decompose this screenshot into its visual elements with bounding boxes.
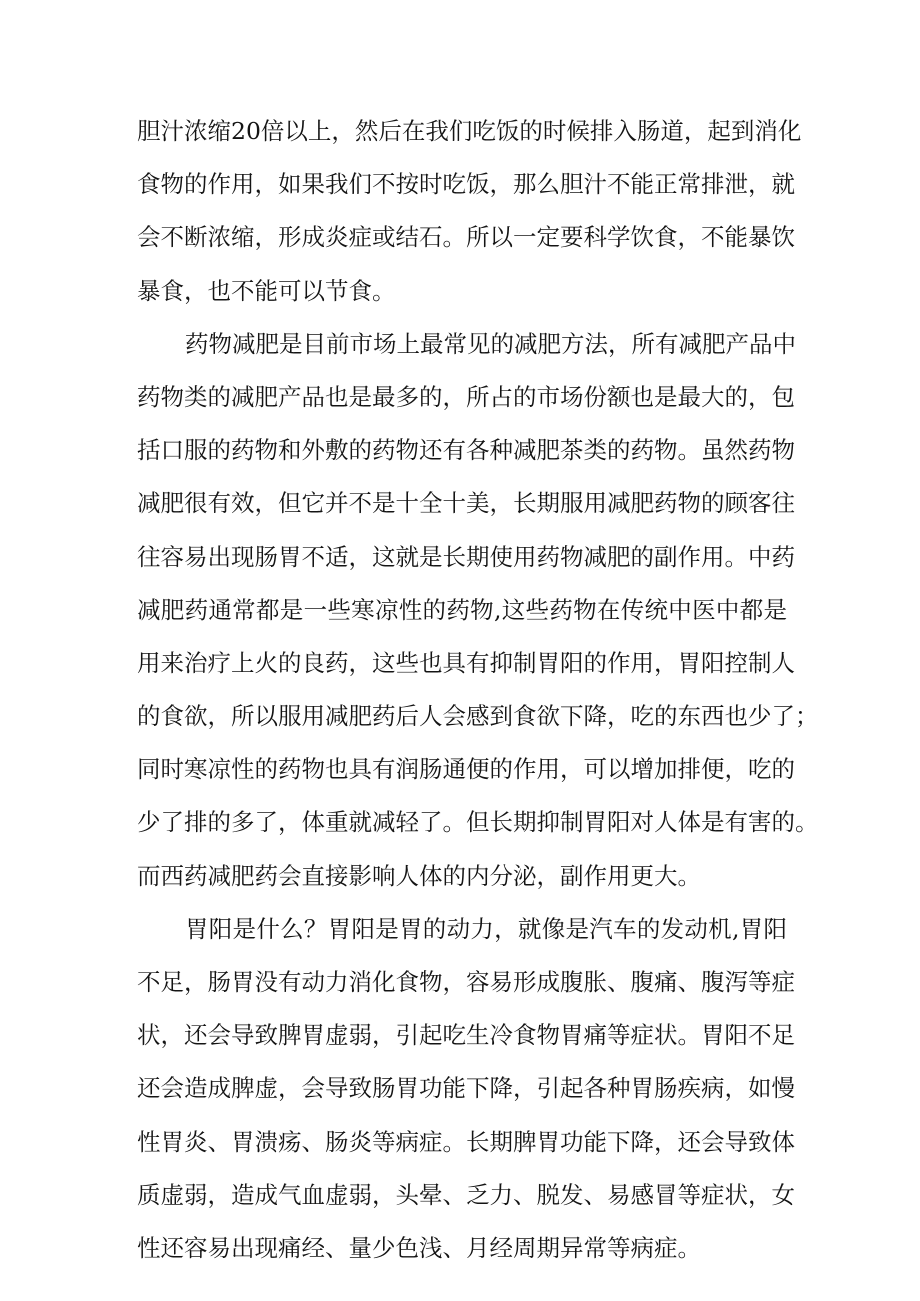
- paragraph-drug-weight-loss: [137, 318, 819, 903]
- text-line: 性胃炎、胃溃疡、肠炎等病症。长期脾胃功能下降，还会导致体: [137, 1127, 795, 1156]
- text-line: 不足，肠胃没有动力消化食物，容易形成腹胀、腹痛、腹泻等症: [137, 968, 795, 996]
- text-line: 往容易出现肠胃不适，这就是长期使用药物减肥的副作用。中药: [137, 542, 795, 571]
- text-line: 括口服的药物和外敷的药物还有各种减肥茶类的药物。虽然药物: [137, 436, 795, 465]
- text-line: 胃阳是什么？胃阳是胃的动力，就像是汽车的发动机,胃阳: [185, 914, 787, 943]
- text-line: 药物减肥是目前市场上最常见的减肥方法，所有减肥产品中: [185, 329, 796, 358]
- text-line: 同时寒凉性的药物也具有润肠通便的作用，可以增加排便，吃的: [137, 755, 795, 784]
- document-body: [137, 105, 819, 1275]
- text-line: 减肥很有效，但它并不是十全十美，长期服用减肥药物的顾客往: [137, 489, 795, 518]
- text-line: 用来治疗上火的良药，这些也具有抑制胃阳的作用，胃阳控制人: [137, 648, 795, 677]
- text-line: 还会造成脾虚，会导致肠胃功能下降，引起各种胃肠疾病，如慢: [137, 1074, 795, 1103]
- text-line: 而西药减肥药会直接影响人体的内分泌，副作用更大。: [137, 861, 701, 890]
- text-line: 会不断浓缩，形成炎症或结石。所以一定要科学饮食，不能暴饮: [137, 223, 795, 252]
- paragraph-stomach-yang: [137, 903, 795, 1275]
- text-line: 状，还会导致脾胃虚弱，引起吃生冷食物胃痛等症状。胃阳不足: [137, 1021, 795, 1050]
- text-line: 胆汁浓缩20倍以上，然后在我们吃饭的时候排入肠道，起到消化: [137, 117, 802, 145]
- text-line: 少了排的多了，体重就减轻了。但长期抑制胃阳对人体是有害的。: [137, 808, 819, 837]
- text-line: 的食欲，所以服用减肥药后人会感到食欲下降，吃的东西也少了；: [137, 702, 819, 731]
- text-line: 药物类的减肥产品也是最多的，所占的市场份额也是最大的，包: [137, 382, 795, 411]
- text-line: 性还容易出现痛经、量少色浅、月经周期异常等病症。: [137, 1233, 701, 1262]
- paragraph-bile: [137, 105, 802, 318]
- text-line: 质虚弱，造成气血虚弱，头晕、乏力、脱发、易感冒等症状，女: [137, 1180, 795, 1209]
- text-line: 减肥药通常都是一些寒凉性的药物,这些药物在传统中医中都是: [137, 595, 787, 624]
- text-line: 食物的作用，如果我们不按时吃饭，那么胆汁不能正常排泄，就: [137, 170, 795, 199]
- text-line: 暴食，也不能可以节食。: [137, 276, 396, 305]
